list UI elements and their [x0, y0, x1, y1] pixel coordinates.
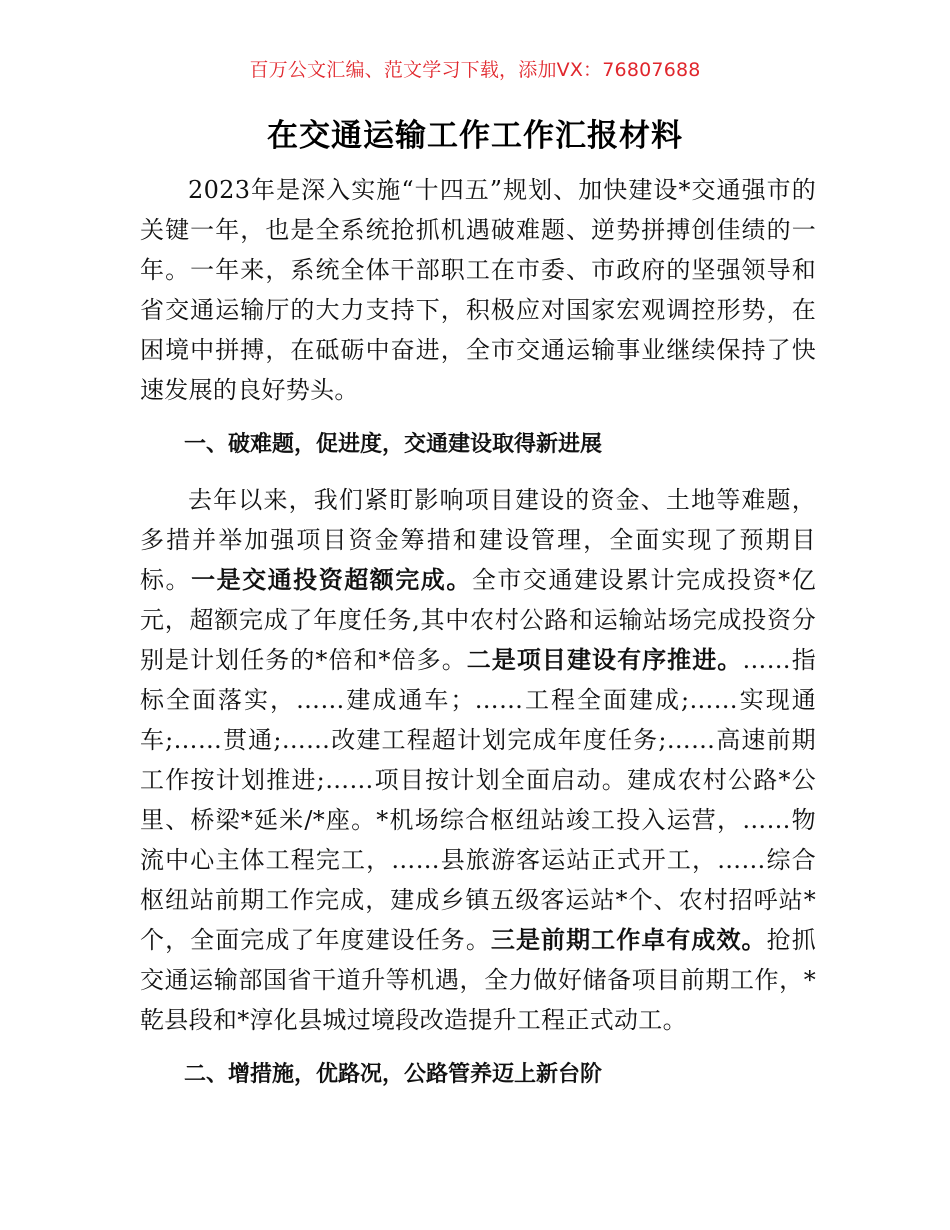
- section-heading-2: 二、增措施，优路况，公路管养迈上新台阶: [184, 1062, 603, 1087]
- point1-text: 全市交通建设累计完成投资*亿元，超额完成了年度任务,其中农村公路和运输站场完成投资分别是计划任务的*倍和*倍多。: [140, 566, 816, 674]
- document-title: 在交通运输工作工作汇报材料: [267, 118, 683, 154]
- point2-text: ……指标全面落实，……建成通车；……工程全面建成;……实现通车;……贯通;……改建工程超计划完成年度任务;……高速前期工作按计划推进;……项目按计划全面启动。建成农村公路*公里、桥梁*延米/*座。*机场综合枢纽站竣工投入运营，……物流中心主体工程完工，……县旅游客运站正式开工，……综合枢纽站前期工作完成，建成乡镇五级客运站*个、农村招呼站*个，全面完成了年度建设任务。: [140, 646, 816, 954]
- section1-paragraph: [140, 480, 816, 1040]
- point2-title: 二是项目建设有序推进。: [466, 646, 743, 674]
- point1-title: 一是交通投资超额完成。: [191, 566, 472, 594]
- watermark-text: 百万公文汇编、范文学习下载，添加VX：76807688: [249, 59, 701, 81]
- section-heading-1: 一、破难题，促进度，交通建设取得新进展: [184, 432, 603, 457]
- point3-title: 三是前期工作卓有成效。: [490, 926, 767, 954]
- intro-paragraph: 2023年是深入实施“十四五”规划、加快建设*交通强市的关键一年，也是全系统抢抓机遇破难题、逆势拼搏创佳绩的一年。一年来，系统全体干部职工在市委、市政府的坚强领导和省交通运输厅的大力支持下，积极应对国家宏观调控形势，在困境中拼搏，在砥砺中奋进，全市交通运输事业继续保持了快速发展的良好势头。: [140, 176, 816, 404]
- section1-intro: 去年以来，我们紧盯影响项目建设的资金、土地等难题，多措并举加强项目资金筹措和建设管理，全面实现了预期目标。: [140, 486, 816, 594]
- point3-text: 抢抓交通运输部国省干道升等机遇，全力做好储备项目前期工作，*乾县段和*淳化县城过境段改造提升工程正式动工。: [140, 926, 816, 1034]
- document-body: [140, 170, 816, 1110]
